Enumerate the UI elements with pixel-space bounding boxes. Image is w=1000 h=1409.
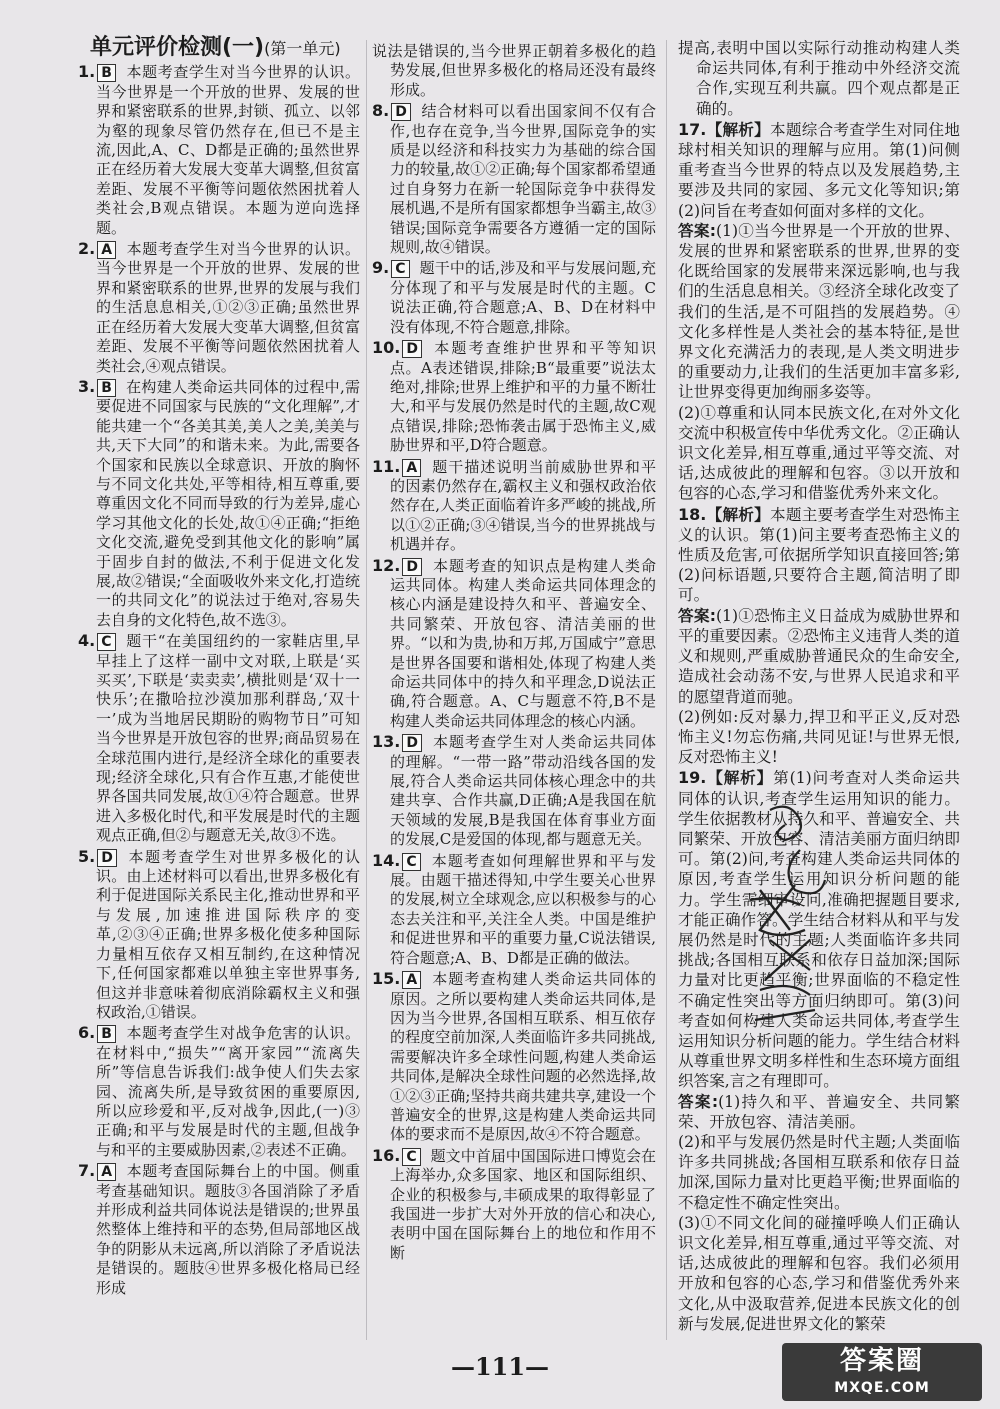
answer-item xyxy=(372,42,656,100)
answer-item xyxy=(78,239,360,376)
title-subtitle: (第一单元) xyxy=(264,39,341,58)
explanation-text: 题干中的话,涉及和平与发展问题,充分体现了和平与发展是时代的主题。C说法正确,符合题意;A、B、D在材料中没有体现,不符合题意,排除。 xyxy=(390,259,656,336)
explanation-text: 本题考查学生对当今世界的认识。当今世界是一个开放的世界、发展的世界和紧密联系的世界,世界的发展与我们的生活息息相关,①②③正确;虽然世界正在经历着大发展大变革大调整,但贫富差距、发展不平衡等问题依然困扰着人类社会,④观点错误。 xyxy=(96,240,360,375)
watermark-line-1: 答案圈 xyxy=(839,1346,924,1376)
explanation-text: 本题考查学生对人类命运共同体的理解。“一带一路”带动沿线各国的发展,符合人类命运共同体核心理念中的共建共享、合作共赢,D正确;A是我国在航天领域的发展,B是我国在体育事业方面的发展,C是爱国的体现,都与题意无关。 xyxy=(390,733,656,849)
answer-text: (1)①当今世界是一个开放的世界、发展的世界和紧密联系的世界,世界的变化既给国家的发展带来深远影响,也与我们的生活息息相关。③经济全球化改变了我们的生活,是不可阻挡的发展趋势。④文化多样性是人类社会的基本特征,是世界文化充满活力的表现,是人类文明进步的重要动力,让我们的生活更加丰富多彩,让世界变得更加绚丽多姿等。 xyxy=(678,221,960,402)
answer-text: (3)①不同文化间的碰撞呼唤人们正确认识文化差异,相互尊重,通过平等交流、对话,达成彼此的理解和包容。我们必须用开放和包容的心态,学习和借鉴优秀外来文化,从中汲取营养,促进本民族文化的创新与发展,促进世界文化的繁荣 xyxy=(678,1213,960,1333)
answer-item xyxy=(372,732,656,849)
answer-item xyxy=(78,1023,360,1160)
explanation-text: 题文中首届中国国际进口博览会在上海举办,众多国家、地区和国际组织、企业的积极参与,丰硕成果的取得彰显了我国进一步扩大对外开放的信心和决心,表明中国在国际舞台上的地位和作用不断 xyxy=(390,1146,656,1262)
answer-choice-box: B xyxy=(97,1025,116,1043)
question-number: 15. xyxy=(372,969,401,989)
explanation-text: 题干“在美国纽约的一家鞋店里,早早挂上了这样一副中文对联,上联是‘买买买’,下联是‘卖卖卖’,横批则是‘双十一快乐’;在撒哈拉沙漠加那利群岛,‘双十一’成为当地居民期盼的购物节日”可知当今世界是开放包容的世界;商品贸易在全球范围内进行,是经济全球化的重要表现;经济全球化,只有合作互惠,才能使世界各国共同发展,故①④符合题意。世界进入多极化时代,和平发展是时代的主题观点正确,但②与题意无关,故③不选。 xyxy=(96,632,360,845)
title-text: 单元评价检测(一) xyxy=(90,35,265,60)
question-number: 14. xyxy=(372,850,401,870)
question-number: 2. xyxy=(78,239,96,259)
column-divider xyxy=(366,40,367,1340)
answer-paragraph xyxy=(678,606,960,707)
answer-item xyxy=(372,851,656,968)
analysis-text: 本题主要考查学生对恐怖主义的认识。第(1)问主要考查恐怖主义的性质及危害,可依据所学知识直接回答;第(2)问标语题,只要符合主题,简洁明了即可。 xyxy=(678,505,960,605)
answer-choice-box: B xyxy=(97,379,116,397)
answer-item xyxy=(372,556,656,732)
question-number: 3. xyxy=(78,376,96,396)
answer-choice-box: D xyxy=(402,340,422,358)
answer-paragraph xyxy=(678,1092,960,1132)
explanation-text: 本题考查学生对战争危害的认识。在材料中,“损失”“离开家园”“流离失所”等信息告诉我们:战争使人们失去家园、流离失所,是导致贫困的重要原因,所以应珍爱和平,反对战争,因此,(一)③正确;和平与发展是时代的主题,但战争与和平的主要威胁因素,②表述不正确。 xyxy=(96,1024,360,1159)
answer-choice-box: D xyxy=(391,103,411,121)
answer-text: (2)和平与发展仍然是时代主题;人类面临许多共同挑战;各国相互联系和依存日益加深,国际力量对比更趋平衡;世界面临的不稳定性不确定性突出。 xyxy=(678,1132,960,1212)
answer-item xyxy=(78,847,360,1023)
question-number: 18. xyxy=(678,504,707,524)
answer-label: 答案: xyxy=(678,1092,719,1111)
analysis-text: 第(1)问考查对人类命运共同体的认识,考查学生运用知识的能力。学生依据教材从持久和平、普遍安全、共同繁荣、开放包容、清洁美丽方面归纳即可。第(2)问,考查构建人类命运共同体的原因,考查学生运用知识分析问题的能力。学生需细审设问,准确把握题目要求,才能正确作答。学生结合材料从和平与发展仍然是时代的主题;人类面临许多共同挑战;各国相互联系和依存日益加深;国际力量对比更趋平衡;世界面临的不稳定性不确定性突出等方面归纳即可。第(3)问考查如何构建人类命运共同体,考查学生运用知识分析问题的能力。学生结合材料从尊重世界文明多样性和生态环境方面组织答案,言之有理即可。 xyxy=(678,769,960,1091)
answer-item xyxy=(372,338,656,455)
answer-label: 答案: xyxy=(678,606,716,625)
question-number: 17. xyxy=(678,119,707,139)
explanation-text: 本题考查构建人类命运共同体的原因。之所以要构建人类命运共同体,是因为当今世界,各国相互联系、相互依存的程度空前加深,人类面临许多共同挑战,需要解决许多全球性问题,构建人类命运共同体,是解决全球性问题的必然选择,故①②③正确;坚持共商共建共享,建设一个普遍安全的世界,这是构建人类命运共同体的要求而不是原因,故④不符合题意。 xyxy=(390,970,656,1144)
answer-item xyxy=(78,377,360,630)
answer-item xyxy=(678,768,960,1334)
answer-item xyxy=(78,631,360,845)
watermark-line-2: MXQE.COM xyxy=(834,1380,930,1396)
answer-item xyxy=(678,120,960,504)
analysis-text: 本题综合考查学生对同住地球村相关知识的理解与应用。第(1)问侧重考查当今世界的特点以及发展趋势,主要涉及共同的家园、多元文化等知识;第(2)问旨在考查如何面对多样的文化。 xyxy=(678,120,960,220)
answer-paragraph xyxy=(678,707,960,768)
question-number: 16. xyxy=(372,1145,401,1165)
answer-item xyxy=(372,258,656,337)
question-number: 6. xyxy=(78,1023,96,1043)
answer-paragraph xyxy=(678,1213,960,1334)
analysis-label: 【解析】 xyxy=(706,119,771,139)
answer-choice-box: C xyxy=(402,1148,420,1166)
analysis-label: 【解析】 xyxy=(706,768,774,788)
explanation-text: 本题考查学生对世界多极化的认识。由上述材料可以看出,世界多极化有利于促进国际关系民主化,推动世界和平与发展,加速推进国际秩序的变革,②③④正确;世界多极化使多种国际力量相互依存又相互制约,在这种情况下,任何国家都难以单独主宰世界事务,但这并非意味着彻底消除霸权主义和强权政治,①错误。 xyxy=(96,847,360,1021)
question-number: 8. xyxy=(372,101,390,121)
answer-item xyxy=(372,969,656,1145)
answer-choice-box: B xyxy=(97,64,116,82)
answer-item xyxy=(678,505,960,768)
explanation-text: 说法是错误的,当今世界正朝着多极化的趋势发展,但世界多极化的格局还没有最终形成。 xyxy=(372,42,656,99)
answer-text: (2)①尊重和认同本民族文化,在对外文化交流中积极宣传中华优秀文化。②正确认识文化差异,相互尊重,通过平等交流、对话,达成彼此的理解和包容。③以开放和包容的心态,学习和借鉴优秀外来文化。 xyxy=(678,403,960,503)
answer-choice-box: C xyxy=(97,633,115,651)
question-number: 19. xyxy=(678,768,707,788)
question-number: 12. xyxy=(372,555,401,575)
answer-choice-box: D xyxy=(97,849,117,867)
question-number: 5. xyxy=(78,846,96,866)
answer-choice-box: A xyxy=(97,1163,116,1181)
column-2 xyxy=(372,42,656,1264)
question-number: 7. xyxy=(78,1161,96,1181)
answer-choice-box: A xyxy=(402,971,421,989)
answer-paragraph xyxy=(678,1132,960,1213)
answer-choice-box: D xyxy=(402,558,422,576)
question-number: 1. xyxy=(78,62,96,82)
page-title xyxy=(90,35,360,60)
column-3 xyxy=(678,38,960,1335)
page-number: —111— xyxy=(450,1352,550,1381)
answer-text: (1)①恐怖主义日益成为威胁世界和平的重要因素。②恐怖主义违背人类的道义和规则,严重威胁普通民众的生命安全,造成社会动荡不安,与世界人民追求和平的愿望背道而驰。 xyxy=(678,606,960,706)
question-number: 4. xyxy=(78,631,96,651)
answer-item xyxy=(372,1146,656,1263)
explanation-text: 在构建人类命运共同体的过程中,需要促进不同国家与民族的“文化理解”,才能共建一个“各美其美,美人之美,美美与共,天下大同”的和谐未来。为此,需要各个国家和民族以全球意识、开放的胸怀与不同文化共处,平等相待,相互尊重,要尊重因文化不同而导致的行为差异,虚心学习其他文化的长处,故①④正确;“拒绝文化交流,避免受到其他文化的影响”属于固步自封的做法,不利于促进文化发展,故②错误;“全面吸收外来文化,打造统一的共同文化”的说法过于绝对,容易失去自身的文化特色,故不选③。 xyxy=(96,377,360,629)
analysis-label: 【解析】 xyxy=(706,504,771,524)
column-divider xyxy=(666,40,667,1340)
answer-choice-box: D xyxy=(402,734,422,752)
answer-choice-box: A xyxy=(402,459,421,477)
explanation-text: 本题考查国际舞台上的中国。侧重考查基础知识。题肢③各国消除了矛盾并形成利益共同体说法是错误的;世界虽然整体上维持和平的态势,但局部地区战争的阴影从未远离,所以消除了矛盾说法是错误的。题肢④世界多极化格局已经形成 xyxy=(96,1162,360,1297)
answer-item xyxy=(372,457,656,555)
answer-item xyxy=(78,1161,360,1298)
question-number: 9. xyxy=(372,258,390,278)
explanation-text: 提高,表明中国以实际行动推动构建人类命运共同体,有利于推动中外经济交流合作,实现互利共赢。四个观点都是正确的。 xyxy=(678,39,960,118)
explanation-text: 本题考查的知识点是构建人类命运共同体。构建人类命运共同体理念的核心内涵是建设持久和平、普遍安全、共同繁荣、开放包容、清洁美丽的世界。“以和为贵,协和万邦,万国咸宁”意思是世界各国要和谐相处,体现了构建人类命运共同体中的持久和平理念,D说法正确,符合题意。A、C与题意不符,B不是构建人类命运共同体理念的核心内涵。 xyxy=(390,556,656,730)
explanation-text: 题干描述说明当前威胁世界和平的因素仍然存在,霸权主义和强权政治依然存在,人类正面临着许多严峻的挑战,所以①②正确;③④错误,当今的世界挑战与机遇并存。 xyxy=(390,457,656,554)
answer-item xyxy=(372,101,656,257)
answer-item xyxy=(678,38,960,119)
question-number: 10. xyxy=(372,338,401,358)
answer-text: (2)例如:反对暴力,捍卫和平正义,反对恐怖主义!勿忘伤痛,共同见证!与世界无恨,反对恐怖主义! xyxy=(678,707,960,767)
site-watermark xyxy=(782,1343,982,1401)
answer-paragraph xyxy=(678,221,960,403)
answer-choice-box: C xyxy=(391,260,409,278)
answer-paragraph xyxy=(678,403,960,504)
explanation-text: 本题考查维护世界和平等知识点。A表述错误,排除;B“最重要”说法太绝对,排除;世界上维护和平的力量不断壮大,和平与发展仍然是时代的主题,故C观点错误,排除;恐怖袭击属于恐怖主义,威胁世界和平,D符合题意。 xyxy=(390,339,656,455)
question-number: 11. xyxy=(372,456,401,476)
explanation-text: 结合材料可以看出国家间不仅有合作,也存在竞争,当今世界,国际竞争的实质是以经济和科技实力为基础的综合国力的较量,故①②正确;每个国家都希望通过自身努力在新一轮国际竞争中获得发展机遇,不是所有国家都想争当霸主,故③错误;国际竞争需要各方遵循一定的国际规则,故④错误。 xyxy=(390,102,656,257)
explanation-text: 本题考查如何理解世界和平与发展。由题干描述得知,中学生要关心世界的发展,树立全球观念,应以积极参与的心态去关注和平,关注全人类。中国是维护和促进世界和平的重要力量,C说法错误,符合题意;A、B、D都是正确的做法。 xyxy=(390,851,656,967)
answer-label: 答案: xyxy=(678,221,716,240)
answer-choice-box: A xyxy=(97,241,116,259)
question-number: 13. xyxy=(372,732,401,752)
answer-text: (1)持久和平、普遍安全、共同繁荣、开放包容、清洁美丽。 xyxy=(678,1092,960,1131)
explanation-text: 本题考查学生对当今世界的认识。当今世界是一个开放的世界、发展的世界和紧密联系的世界,封锁、孤立、以邻为壑的现象尽管仍然存在,但已不是主流,因此,A、C、D都是正确的;虽然世界正在经历着大发展大变革大调整,但贫富差距、发展不平衡等问题依然困扰着人类社会,B观点错误。本题为逆向选择题。 xyxy=(96,63,360,237)
column-1 xyxy=(78,35,360,1299)
answer-item xyxy=(78,62,360,238)
answer-choice-box: C xyxy=(402,853,420,871)
